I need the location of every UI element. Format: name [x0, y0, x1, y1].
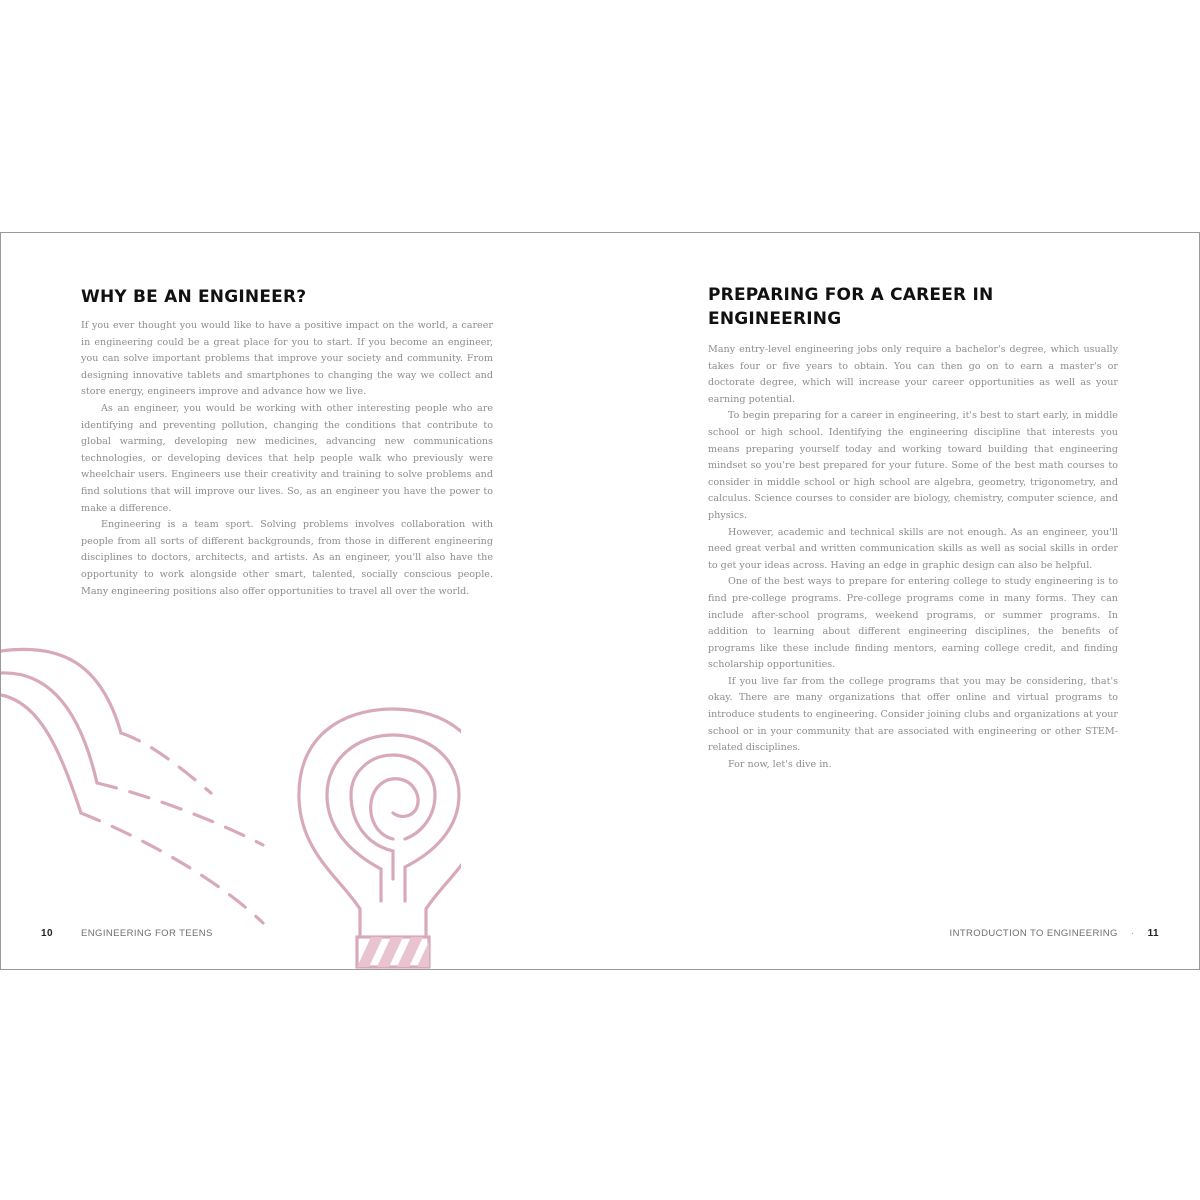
wave-dash-1: [121, 733, 211, 793]
book-spread: [0, 232, 1200, 970]
wave-line-1: [1, 649, 121, 733]
right-paragraph-1: Many entry-level engineering jobs only require a bachelor's degree, which usually takes four or five years to obtain. You can then go on to earn a master's or doctorate degree, which will increase your career opportunities as well as your earning potential.: [708, 344, 1118, 405]
left-paragraph-3: Engineering is a team sport. Solving problems involves collaboration with people from all sorts of different backgrounds, from those in different engineering disciplines to doctors, architects, and artists. As an engineer, you'll also have the opportunity to work alongside other smart, talented, socially conscious people. Many engineering positions also offer opportunities to travel all over the world.: [81, 519, 493, 597]
right-page-number: 11: [1147, 928, 1159, 939]
right-running-title: INTRODUCTION TO ENGINEERING: [949, 928, 1118, 939]
left-heading: WHY BE AN ENGINEER?: [81, 287, 307, 307]
folio-separator: ·: [1130, 928, 1135, 939]
bulb-spiral: [327, 735, 459, 901]
right-paragraph-3: However, academic and technical skills are not enough. As an engineer, you'll need great verbal and written communication skills as well as social skills in order to get your ideas across. Having an edge in graphic design can also be helpful.: [708, 526, 1118, 571]
left-body: [81, 318, 493, 600]
right-paragraph-4: One of the best ways to prepare for entering college to study engineering is to find pre-college programs. Pre-college programs come in many forms. They can include after-school programs, weekend programs, or summer programs. In addition to learning about different engineering disciplines, the benefits of programs like these include finding mentors, earning college credit, and finding scholarship opportunities.: [708, 576, 1118, 671]
left-column: [81, 285, 493, 600]
right-paragraph-6: For now, let's dive in.: [728, 758, 832, 770]
wave-dash-3: [81, 813, 263, 923]
right-heading: PREPARING FOR A CAREER IN ENGINEERING: [708, 285, 994, 329]
left-folio: [41, 928, 213, 939]
bulb-base: [357, 937, 443, 967]
right-body: [708, 342, 1118, 773]
left-paragraph-2: As an engineer, you would be working with other interesting people who are identifying and preventing pollution, changing the conditions that contribute to global warming, developing new medicines, advancing new communications technologies, or developing devices that help people walk who previously were wheelchair users. Engineers use their creativity and training to solve problems and find solutions that will improve our lives. So, as an engineer you have the power to make a difference.: [81, 402, 493, 514]
left-page: [1, 233, 600, 969]
wave-line-2: [1, 673, 97, 783]
left-running-title: ENGINEERING FOR TEENS: [81, 928, 213, 939]
left-paragraph-1: If you ever thought you would like to have a positive impact on the world, a career in engineering could be a great place for you to start. If you become an engineer, you can solve important problems that improve your society and community. From designing innovative tablets and smartphones to changing the way we collect and store energy, engineers improve and advance how we live.: [81, 320, 493, 398]
right-page: [600, 233, 1199, 969]
left-page-number: 10: [41, 928, 53, 939]
right-paragraph-2: To begin preparing for a career in engineering, it's best to start early, in middle school or high school. Identifying the engineering discipline that interests you means preparing yourself today and working toward building that engineering mindset so you're best prepared for your future. Some of the best math courses to consider in middle school or high school are algebra, geometry, trigonometry, and calculus. Science courses to consider are biology, chemistry, computer science, and physics.: [708, 410, 1118, 521]
right-paragraph-5: If you live far from the college programs that you may be considering, that's okay. There are many organizations that offer online and virtual programs to introduce students to engineering. Consider joining clubs and organizations at your school or in your community that are associated with engineering or other STEM-related disciplines.: [708, 675, 1118, 754]
lightbulb-icon: [1, 633, 461, 969]
wave-dash-2: [97, 783, 263, 845]
right-column: [708, 283, 1118, 773]
right-folio: [950, 928, 1159, 939]
